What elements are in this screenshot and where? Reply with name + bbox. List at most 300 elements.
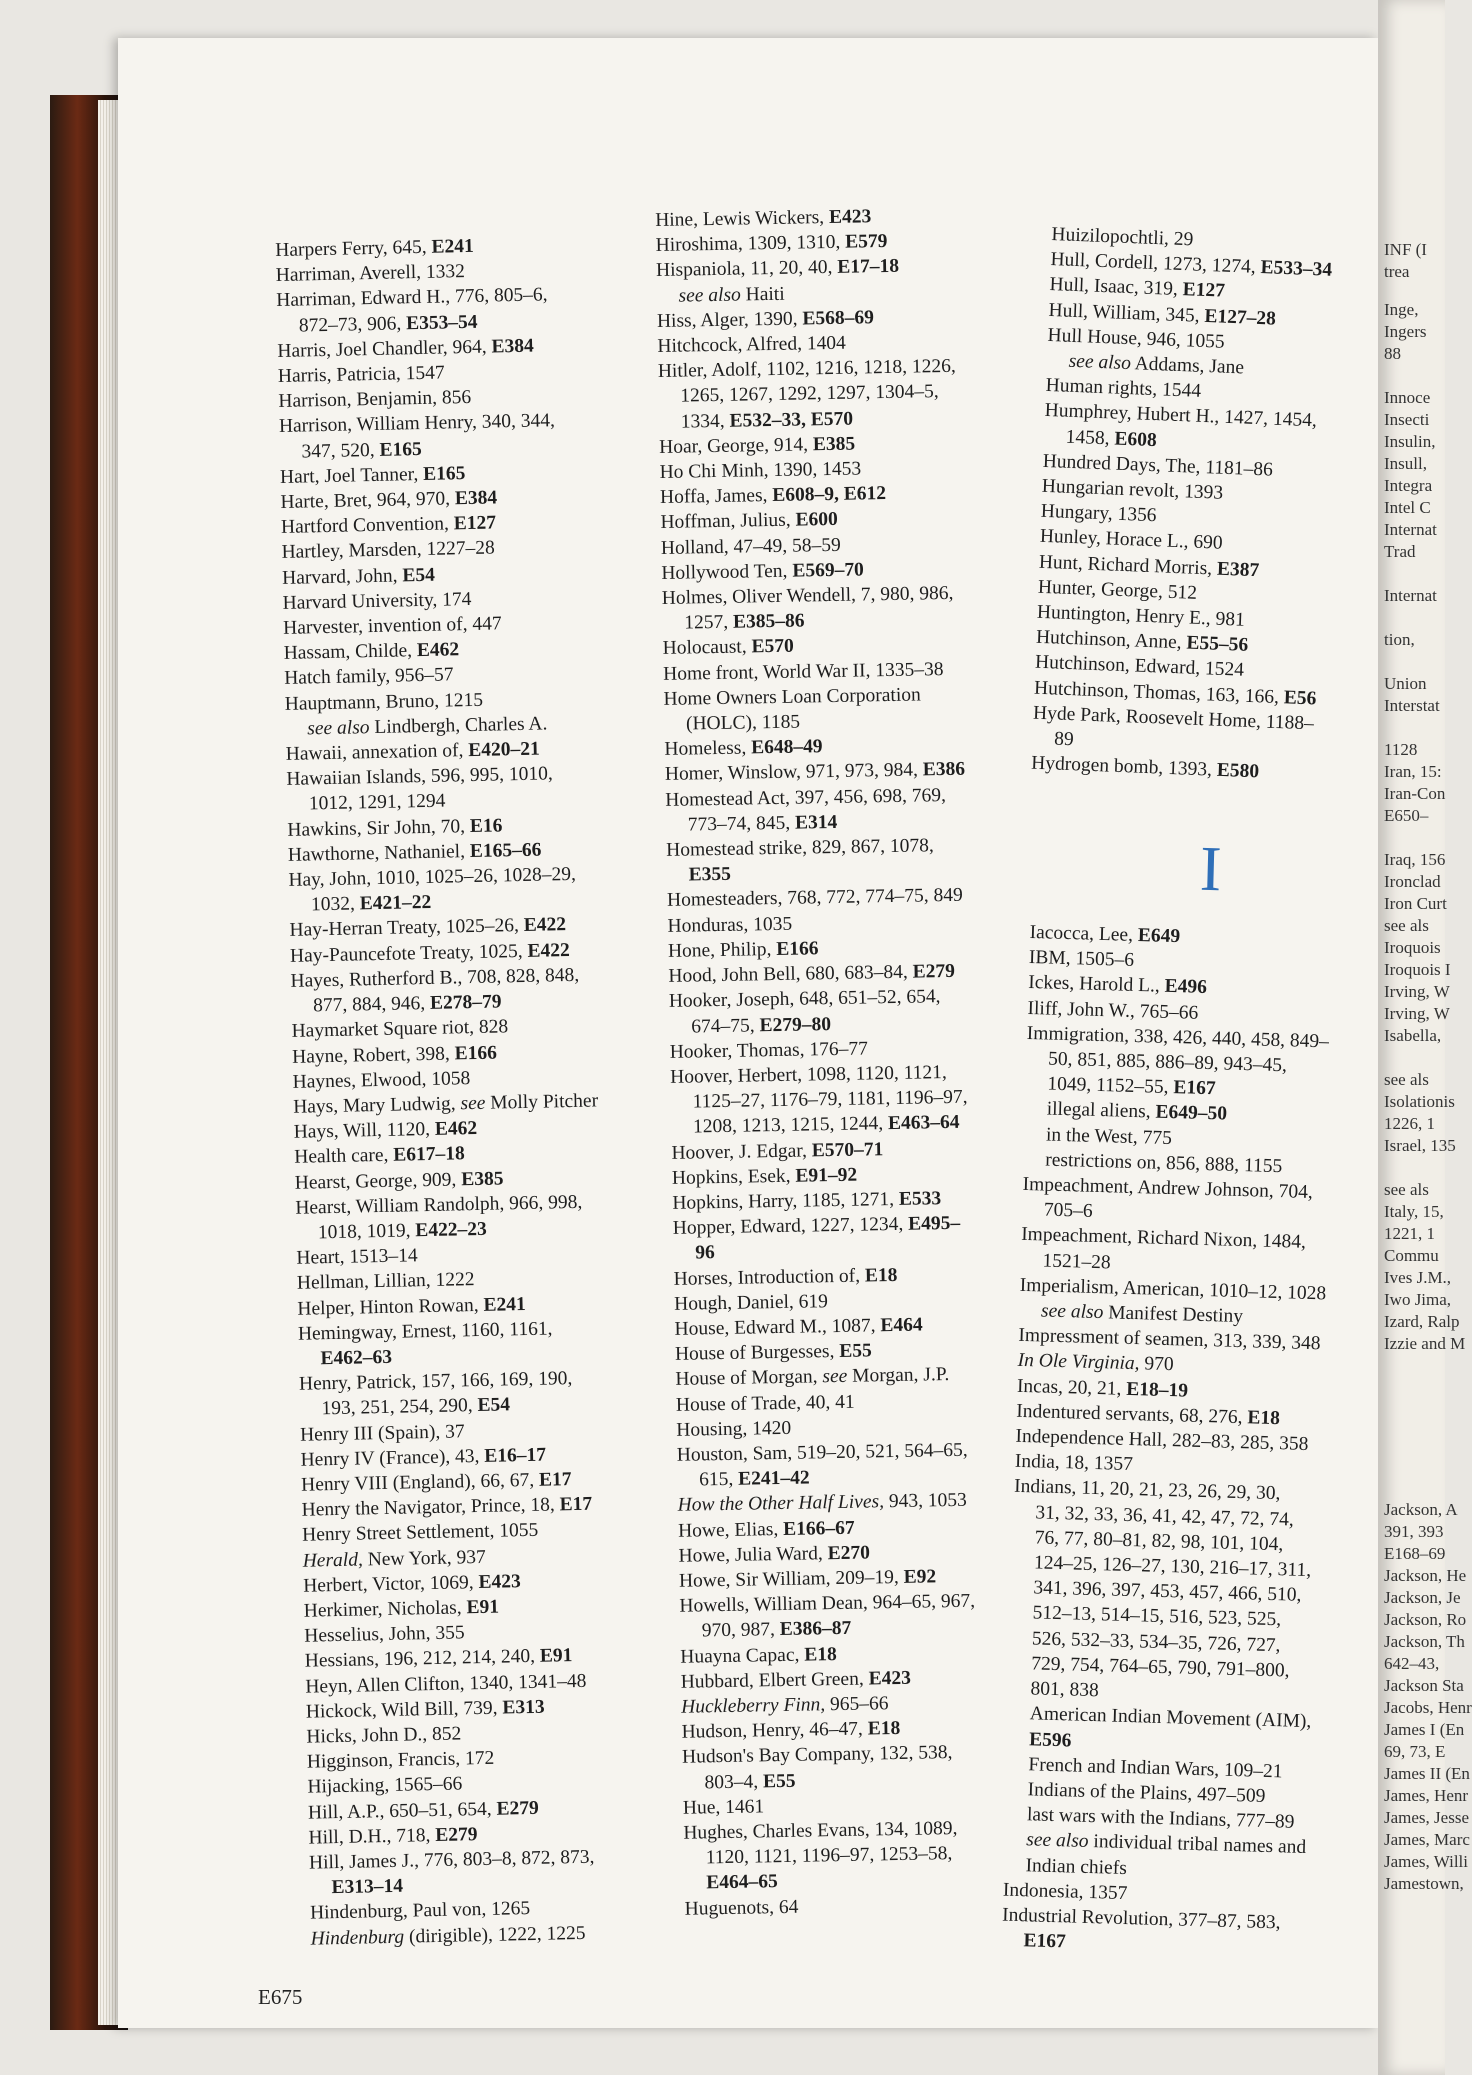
- page-reference: E570–71: [811, 1138, 884, 1161]
- page-reference: E16: [469, 815, 503, 837]
- entry-text: Hudson, Henry, 46–47,: [681, 1718, 868, 1743]
- entry-text: 674–75,: [691, 1014, 760, 1037]
- right-page-text: 391, 393: [1384, 1522, 1444, 1541]
- page-reference: E165–66: [469, 839, 542, 862]
- entry-text: House of Burgesses,: [674, 1341, 840, 1365]
- entry-text: Harris, Joel Chandler, 964,: [277, 336, 492, 362]
- entry-text: Hellman, Lillian, 1222: [296, 1269, 475, 1295]
- right-page-text: Iwo Jima,: [1384, 1290, 1452, 1309]
- entry-text: Hunley, Horace L., 690: [1039, 526, 1224, 555]
- entry-text: Hay-Herran Treaty, 1025–26,: [289, 915, 525, 942]
- entry-text: Holland, 47–49, 58–59: [660, 534, 841, 559]
- right-page-text: Iron Curt: [1384, 894, 1447, 913]
- entry-text: Hauptmann, Bruno, 1215: [284, 689, 484, 715]
- entry-text: Holocaust,: [662, 636, 752, 660]
- entry-text: Lindbergh, Charles A.: [369, 713, 548, 738]
- page-reference: E55: [762, 1770, 796, 1792]
- page-reference: E570: [751, 636, 794, 658]
- entry-text: 872–73, 906,: [298, 312, 407, 337]
- entry-text: 970, 987,: [701, 1619, 781, 1642]
- entry-text: Haiti: [740, 283, 785, 306]
- page-reference: E17: [538, 1469, 572, 1491]
- page-reference: E580: [1216, 760, 1260, 783]
- entry-text: Humphrey, Hubert H., 1427, 1454,: [1044, 400, 1318, 432]
- right-page-text: James, Willi: [1384, 1852, 1468, 1871]
- entry-text: Hyde Park, Roosevelt Home, 1188–: [1032, 702, 1315, 735]
- entry-text: House of Trade, 40, 41: [675, 1391, 855, 1416]
- entry-text: Hickock, Wild Bill, 739,: [305, 1697, 503, 1723]
- entry-text: 1334,: [680, 410, 730, 433]
- entry-text: 1521–28: [1042, 1250, 1112, 1274]
- entry-text: restrictions on, 856, 888, 1155: [1045, 1149, 1283, 1177]
- right-page-text: Jackson Sta: [1384, 1676, 1464, 1695]
- right-page-text: Jacobs, Henr: [1384, 1698, 1472, 1717]
- page-reference: E278–79: [429, 991, 502, 1015]
- page-reference: E579: [845, 231, 888, 253]
- entry-text: Hawaiian Islands, 596, 995, 1010,: [286, 763, 553, 791]
- index-column-2: [655, 201, 1065, 1921]
- entry-text: see also: [1026, 1829, 1089, 1853]
- entry-text: 1032,: [310, 893, 360, 916]
- right-page-text: James II (En: [1384, 1764, 1470, 1783]
- page-reference: E600: [795, 509, 838, 532]
- entry-text: Haynes, Elwood, 1058: [292, 1067, 471, 1093]
- page-reference: E385: [460, 1167, 504, 1190]
- right-page-text: 1226, 1: [1384, 1114, 1435, 1133]
- right-page-text: Ives J.M.,: [1384, 1268, 1452, 1287]
- right-page-text: Jackson, He: [1384, 1566, 1467, 1585]
- page-reference: E92: [903, 1566, 937, 1588]
- right-page-text: Izzie and M: [1384, 1334, 1466, 1353]
- entry-text: Harvard, John,: [281, 565, 403, 589]
- entry-text: Hayne, Robert, 398,: [291, 1042, 455, 1068]
- right-page-text: 69, 73, E: [1384, 1742, 1446, 1761]
- entry-text: Hutchinson, Thomas, 163, 166,: [1033, 677, 1285, 708]
- entry-text: Heyn, Allen Clifton, 1340, 1341–48: [305, 1670, 587, 1698]
- right-page-text: Ironclad: [1384, 872, 1441, 891]
- right-page-text: Iran, 15:: [1384, 762, 1442, 781]
- entry-text: 943, 1053: [883, 1490, 968, 1513]
- right-page-text: James, Jesse: [1384, 1808, 1469, 1827]
- page-reference: E422: [527, 939, 571, 962]
- page-reference: E314: [794, 811, 838, 834]
- entry-text: 1049, 1152–55,: [1047, 1073, 1174, 1099]
- entry-text: Huckleberry Finn,: [680, 1694, 826, 1718]
- page-reference: E353–54: [405, 311, 478, 334]
- entry-text: Hindenburg, Paul von, 1265: [309, 1898, 531, 1925]
- entry-text: Ho Chi Minh, 1390, 1453: [659, 458, 862, 483]
- entry-text: (HOLC), 1185: [685, 711, 801, 735]
- entry-text: 773–74, 845,: [687, 812, 796, 836]
- page-reference: E569–70: [792, 559, 865, 582]
- page-reference: E127: [1182, 279, 1226, 303]
- entry-text: French and Indian Wars, 109–21: [1028, 1753, 1283, 1783]
- entry-text: 31, 32, 33, 36, 41, 42, 47, 72, 74,: [1035, 1502, 1295, 1531]
- page-number: E675: [258, 1985, 303, 2009]
- entry-text: 124–25, 126–27, 130, 216–17, 311,: [1033, 1552, 1312, 1582]
- entry-text: see also: [1068, 350, 1132, 375]
- right-page-text: Israel, 135: [1384, 1136, 1456, 1155]
- entry-text: Hartford Convention,: [280, 513, 455, 539]
- entry-text: Homestead strike, 829, 867, 1078,: [666, 835, 934, 861]
- right-page-text: Jackson, Th: [1384, 1632, 1465, 1651]
- entry-text: Houston, Sam, 519–20, 521, 564–65,: [676, 1439, 968, 1466]
- entry-text: Hiss, Alger, 1390,: [656, 308, 803, 332]
- page-reference: E649: [1137, 925, 1181, 948]
- entry-text: in the West, 775: [1045, 1124, 1173, 1149]
- entry-text: Henry the Navigator, Prince, 18,: [301, 1494, 560, 1521]
- entry-text: Hijacking, 1565–66: [307, 1773, 463, 1799]
- right-page-text: Iran-Con: [1384, 784, 1446, 803]
- entry-text: 1120, 1121, 1196–97, 1253–58,: [705, 1843, 953, 1869]
- right-page-text: Jamestown,: [1384, 1874, 1464, 1893]
- entry-text: Hitler, Adolf, 1102, 1216, 1218, 1226,: [657, 355, 957, 383]
- entry-text: Homer, Winslow, 971, 973, 984,: [664, 759, 923, 786]
- entry-text: Helper, Hinton Rowan,: [297, 1294, 484, 1320]
- page-reference: E422–23: [415, 1218, 488, 1242]
- entry-text: see also: [1040, 1300, 1104, 1324]
- entry-text: 705–6: [1043, 1199, 1093, 1223]
- entry-text: Howells, William Dean, 964–65, 967,: [679, 1590, 976, 1617]
- entry-text: In Ole Virginia,: [1017, 1350, 1140, 1375]
- page-reference: E464: [880, 1314, 923, 1337]
- entry-text: Hoover, J. Edgar,: [671, 1139, 812, 1164]
- entry-text: Industrial Revolution, 377–87, 583,: [1001, 1904, 1281, 1934]
- entry-text: Hawaii, annexation of,: [285, 740, 469, 765]
- entry-text: see also: [307, 716, 370, 740]
- entry-text: last wars with the Indians, 777–89: [1026, 1804, 1295, 1833]
- page-reference: E241: [431, 235, 475, 258]
- entry-text: Horses, Introduction of,: [673, 1265, 866, 1290]
- right-page-text: Iroquois: [1384, 938, 1441, 957]
- right-page-text: 1128: [1384, 740, 1418, 759]
- right-page-text: Irving, W: [1384, 1004, 1450, 1023]
- entry-text: 1012, 1291, 1294: [308, 791, 446, 815]
- entry-text: Hungary, 1356: [1040, 501, 1157, 527]
- entry-text: Hearst, George, 909,: [294, 1168, 462, 1194]
- page-reference: E166: [776, 938, 819, 960]
- entry-text: see: [460, 1092, 486, 1115]
- entry-text: 76, 77, 80–81, 82, 98, 101, 104,: [1034, 1527, 1284, 1556]
- page-reference: E386–87: [779, 1618, 852, 1641]
- page-reference: E384: [491, 335, 535, 358]
- page-reference: E91: [539, 1645, 573, 1668]
- right-page-text: trea: [1384, 262, 1410, 281]
- page-reference: E462–63: [320, 1346, 393, 1370]
- entry-text: Higginson, Francis, 172: [306, 1747, 495, 1773]
- page-reference: E54: [477, 1394, 511, 1417]
- entry-text: Hine, Lewis Wickers,: [655, 206, 830, 231]
- entry-text: Impeachment, Richard Nixon, 1484,: [1020, 1224, 1307, 1254]
- entry-text: 1458,: [1065, 426, 1115, 450]
- entry-text: 341, 396, 397, 453, 457, 466, 510,: [1033, 1577, 1302, 1607]
- entry-text: Hearst, William Randolph, 966, 998,: [295, 1191, 583, 1219]
- entry-text: IBM, 1505–6: [1028, 947, 1135, 972]
- entry-text: Harvard University, 174: [282, 588, 472, 614]
- right-page-text: 88: [1384, 344, 1401, 363]
- right-page-text: Ingers: [1384, 322, 1427, 341]
- entry-text: New York, 937: [362, 1546, 486, 1571]
- entry-text: Hoover, Herbert, 1098, 1120, 1121,: [669, 1061, 948, 1088]
- page-reference: E384: [454, 487, 498, 510]
- right-page-text: Izard, Ralp: [1384, 1312, 1460, 1331]
- right-page-text: see als: [1384, 1180, 1429, 1199]
- right-page-text: James I (En: [1384, 1720, 1465, 1739]
- page-reference: E387: [1216, 558, 1260, 581]
- entry-text: American Indian Movement (AIM),: [1029, 1703, 1312, 1733]
- entry-text: Hispaniola, 11, 20, 40,: [655, 257, 838, 282]
- entry-text: Hayes, Rutherford B., 708, 828, 848,: [290, 964, 580, 992]
- right-page-text: Union: [1384, 674, 1427, 693]
- entry-text: Hoffa, James,: [659, 485, 773, 509]
- page-reference: E608: [1114, 428, 1158, 451]
- page-reference: E165: [422, 462, 466, 485]
- entry-text: Hopper, Edward, 1227, 1234,: [672, 1213, 909, 1239]
- page-reference: E463–64: [887, 1112, 960, 1135]
- right-page-text: James, Henr: [1384, 1786, 1469, 1805]
- page-reference: E279: [496, 1797, 539, 1820]
- entry-text: Henry, Patrick, 157, 166, 169, 190,: [298, 1368, 573, 1395]
- entry-text: Huayna Capac,: [680, 1644, 805, 1668]
- right-page-fragment: [1378, 0, 1472, 2075]
- right-page-text: see als: [1384, 1070, 1429, 1089]
- page-reference: E462: [434, 1118, 478, 1140]
- page-reference: E241: [483, 1293, 526, 1316]
- entry-text: Huntington, Henry E., 981: [1036, 601, 1246, 631]
- entry-text: House of Morgan,: [675, 1366, 823, 1391]
- page-reference: E313–14: [331, 1875, 404, 1899]
- page-reference: E54: [402, 564, 436, 587]
- entry-text: Hays, Mary Ludwig,: [292, 1093, 461, 1118]
- entry-text: Indians of the Plains, 497–509: [1027, 1779, 1266, 1807]
- page-reference: E166–67: [782, 1517, 855, 1540]
- right-page-text: Interstat: [1384, 696, 1440, 715]
- entry-text: Harpers Ferry, 645,: [275, 236, 432, 261]
- page-reference: E16–17: [484, 1444, 547, 1467]
- page-reference: E127–28: [1204, 305, 1277, 330]
- entry-text: Hungarian revolt, 1393: [1041, 475, 1224, 504]
- page-reference: E166: [454, 1042, 498, 1064]
- page-reference: E279: [435, 1823, 478, 1846]
- entry-text: Hoffman, Julius,: [660, 510, 796, 534]
- page-reference: E270: [827, 1542, 871, 1564]
- page-reference: E496: [1164, 976, 1208, 999]
- entry-text: Heart, 1513–14: [296, 1245, 418, 1269]
- entry-text: Hull House, 946, 1055: [1047, 324, 1226, 353]
- entry-text: 1018, 1019,: [317, 1220, 416, 1244]
- right-page-text: Commu: [1384, 1246, 1439, 1265]
- page-reference: E386: [922, 759, 966, 781]
- page-reference: E167: [1023, 1930, 1067, 1953]
- entry-text: Henry VIII (England), 66, 67,: [300, 1469, 540, 1496]
- right-page-text: INF (I: [1384, 240, 1427, 259]
- page-reference: E420–21: [468, 738, 540, 762]
- entry-text: Hopkins, Harry, 1185, 1271,: [672, 1188, 900, 1214]
- page-reference: E165: [379, 438, 422, 461]
- entry-text: Independence Hall, 282–83, 285, 358: [1015, 1425, 1309, 1456]
- entry-text: Herkimer, Nicholas,: [303, 1597, 467, 1622]
- page-reference: E423: [478, 1570, 521, 1593]
- entry-text: Homesteaders, 768, 772, 774–75, 849: [666, 885, 963, 912]
- right-page-text: James, Marc: [1384, 1830, 1470, 1849]
- page-reference: E18: [864, 1264, 898, 1287]
- entry-text: 729, 754, 764–65, 790, 791–800,: [1030, 1653, 1290, 1682]
- right-page-text: Inge,: [1384, 300, 1419, 319]
- entry-text: see: [822, 1366, 848, 1388]
- entry-text: 965–66: [825, 1693, 889, 1716]
- entry-text: Imperialism, American, 1010–12, 1028: [1019, 1274, 1327, 1305]
- entry-text: Hemingway, Ernest, 1160, 1161,: [297, 1318, 553, 1345]
- entry-text: Homestead Act, 397, 456, 698, 769,: [665, 784, 947, 811]
- right-page-text: Insulin,: [1384, 432, 1436, 451]
- entry-text: Hooker, Thomas, 176–77: [669, 1038, 869, 1063]
- entry-text: Harrison, William Henry, 340, 344,: [278, 410, 556, 438]
- entry-text: Hitchcock, Alfred, 1404: [657, 332, 847, 357]
- entry-text: Hue, 1461: [682, 1796, 765, 1819]
- entry-text: Howe, Sir William, 209–19,: [678, 1566, 904, 1592]
- entry-text: Huguenots, 64: [684, 1896, 799, 1920]
- page-reference: E55–56: [1186, 632, 1249, 657]
- entry-text: Indian chiefs: [1025, 1854, 1128, 1879]
- entry-text: India, 18, 1357: [1014, 1451, 1134, 1476]
- entry-text: Indians, 11, 20, 21, 23, 26, 29, 30,: [1013, 1476, 1281, 1505]
- entry-text: Herbert, Victor, 1069,: [303, 1571, 479, 1597]
- entry-text: Hough, Daniel, 619: [673, 1290, 829, 1315]
- entry-text: Iacocca, Lee,: [1029, 921, 1139, 947]
- page-reference: E462: [416, 639, 460, 662]
- right-page-text: Jackson, Ro: [1384, 1610, 1467, 1629]
- entry-text: Hundred Days, The, 1181–86: [1042, 450, 1274, 481]
- entry-text: How the Other Half Lives,: [677, 1491, 885, 1517]
- page-reference: E568–69: [802, 307, 875, 330]
- page-reference: E313: [502, 1696, 545, 1719]
- entry-text: Harriman, Edward H., 776, 805–6,: [276, 284, 548, 312]
- entry-text: House, Edward M., 1087,: [674, 1315, 881, 1340]
- right-page-text: tion,: [1384, 630, 1415, 649]
- page-reference: E127: [453, 512, 497, 535]
- entry-text: Manifest Destiny: [1103, 1302, 1244, 1328]
- entry-text: 803–4,: [704, 1770, 764, 1793]
- entry-text: Hunt, Richard Morris,: [1038, 551, 1218, 580]
- entry-text: Hill, D.H., 718,: [308, 1824, 436, 1849]
- page-reference: E17: [559, 1493, 593, 1516]
- entry-text: Hutchinson, Edward, 1524: [1034, 652, 1245, 682]
- entry-text: Impeachment, Andrew Johnson, 704,: [1022, 1173, 1314, 1204]
- entry-text: Huizilopochtli, 29: [1051, 223, 1194, 251]
- entry-text: Hunter, George, 512: [1037, 576, 1198, 604]
- entry-text: Homeless,: [664, 737, 752, 761]
- right-page-text: Internat: [1384, 586, 1437, 605]
- page-reference: E495–: [907, 1212, 961, 1235]
- entry-text: 1257,: [684, 611, 734, 634]
- entry-text: Holmes, Oliver Wendell, 7, 980, 986,: [661, 582, 954, 609]
- page-reference: E167: [1173, 1077, 1216, 1100]
- entry-text: Home front, World War II, 1335–38: [662, 658, 944, 685]
- entry-text: 193, 251, 254, 290,: [321, 1395, 478, 1420]
- page-reference: 96: [695, 1242, 715, 1264]
- page-reference: E91: [466, 1596, 500, 1619]
- entry-text: 526, 532–33, 534–35, 726, 727,: [1031, 1628, 1281, 1656]
- entry-text: Hawkins, Sir John, 70,: [287, 815, 471, 841]
- right-page-text: Insull,: [1384, 454, 1427, 473]
- entry-text: Hooker, Joseph, 648, 651–52, 654,: [668, 986, 941, 1013]
- entry-text: Hopkins, Esek,: [671, 1165, 796, 1189]
- page-reference: E421–22: [359, 892, 432, 915]
- entry-text: Hudson's Bay Company, 132, 538,: [681, 1742, 953, 1769]
- right-page-text: Jackson, A: [1384, 1500, 1458, 1519]
- entry-text: Hill, James J., 776, 803–8, 872, 873,: [308, 1846, 595, 1874]
- entry-text: Incas, 20, 21,: [1016, 1375, 1127, 1400]
- entry-text: Harriman, Averell, 1332: [275, 261, 466, 287]
- page-reference: E18: [804, 1643, 837, 1666]
- page-reference: E55: [839, 1340, 872, 1363]
- entry-text: Iliff, John W., 765–66: [1027, 997, 1199, 1024]
- entry-text: illegal aliens,: [1046, 1098, 1156, 1123]
- entry-text: Molly Pitcher: [485, 1090, 599, 1114]
- entry-text: Hay-Pauncefote Treaty, 1025,: [289, 940, 528, 967]
- entry-text: Harrison, Benjamin, 856: [278, 387, 472, 413]
- page-reference: E422: [523, 914, 567, 937]
- entry-text: Henry IV (France), 43,: [300, 1445, 485, 1471]
- entry-text: Hatch family, 956–57: [284, 664, 454, 690]
- entry-text: 347, 520,: [301, 439, 380, 463]
- entry-text: Hoar, George, 914,: [658, 434, 814, 458]
- entry-text: Hawthorne, Nathaniel,: [287, 840, 471, 866]
- right-page-text: Isabella,: [1384, 1026, 1442, 1045]
- right-page-text: Innoce: [1384, 388, 1431, 407]
- right-page-text: Internat: [1384, 520, 1437, 539]
- entry-text: Hesselius, John, 355: [304, 1622, 465, 1647]
- page-reference: E17–18: [837, 256, 900, 279]
- entry-text: Henry Street Settlement, 1055: [301, 1520, 539, 1547]
- page-reference: E533–34: [1260, 257, 1333, 281]
- entry-text: Hull, William, 345,: [1048, 299, 1205, 327]
- right-page-text: Insecti: [1384, 410, 1430, 429]
- right-page-text: Jackson, Je: [1384, 1588, 1461, 1607]
- right-page-text: 1221, 1: [1384, 1224, 1435, 1243]
- index-column-1: [275, 230, 681, 1951]
- entry-text: 1265, 1267, 1292, 1297, 1304–5,: [680, 381, 939, 408]
- right-page-text: Trad: [1384, 542, 1416, 561]
- right-page-text: Integra: [1384, 476, 1433, 495]
- entry-text: Hays, Will, 1120,: [293, 1118, 436, 1143]
- entry-text: Hollywood Ten,: [661, 560, 793, 584]
- page-reference: E423: [828, 206, 872, 228]
- entry-text: Hiroshima, 1309, 1310,: [655, 231, 846, 257]
- section-letter-i: I: [1199, 832, 1223, 905]
- entry-text: 1125–27, 1176–79, 1181, 1196–97,: [692, 1086, 968, 1113]
- page-reference: E18: [867, 1718, 901, 1740]
- right-page-text: E650–: [1384, 806, 1429, 825]
- page-reference: E649–50: [1155, 1102, 1228, 1125]
- page-reference: E91–92: [795, 1164, 858, 1187]
- right-page-text: 642–43,: [1384, 1654, 1440, 1673]
- entry-text: Human rights, 1544: [1045, 375, 1202, 403]
- page-reference: E608–9, E612: [772, 483, 887, 507]
- page-reference: E596: [1028, 1728, 1072, 1751]
- entry-text: individual tribal names and: [1088, 1831, 1307, 1859]
- entry-text: Housing, 1420: [676, 1417, 792, 1441]
- entry-text: Hart, Joel Tanner,: [279, 463, 424, 488]
- entry-text: Indentured servants, 68, 276,: [1015, 1400, 1248, 1429]
- right-page-text: E168–69: [1384, 1544, 1446, 1563]
- entry-text: Hassam, Childe,: [283, 640, 418, 665]
- page-reference: E18: [1247, 1407, 1281, 1430]
- entry-text: Hutchinson, Anne,: [1035, 626, 1187, 654]
- right-page-text: Iraq, 156: [1384, 850, 1446, 869]
- entry-text: Hood, John Bell, 680, 683–84,: [668, 961, 913, 987]
- entry-text: Hay, John, 1010, 1025–26, 1028–29,: [288, 863, 577, 891]
